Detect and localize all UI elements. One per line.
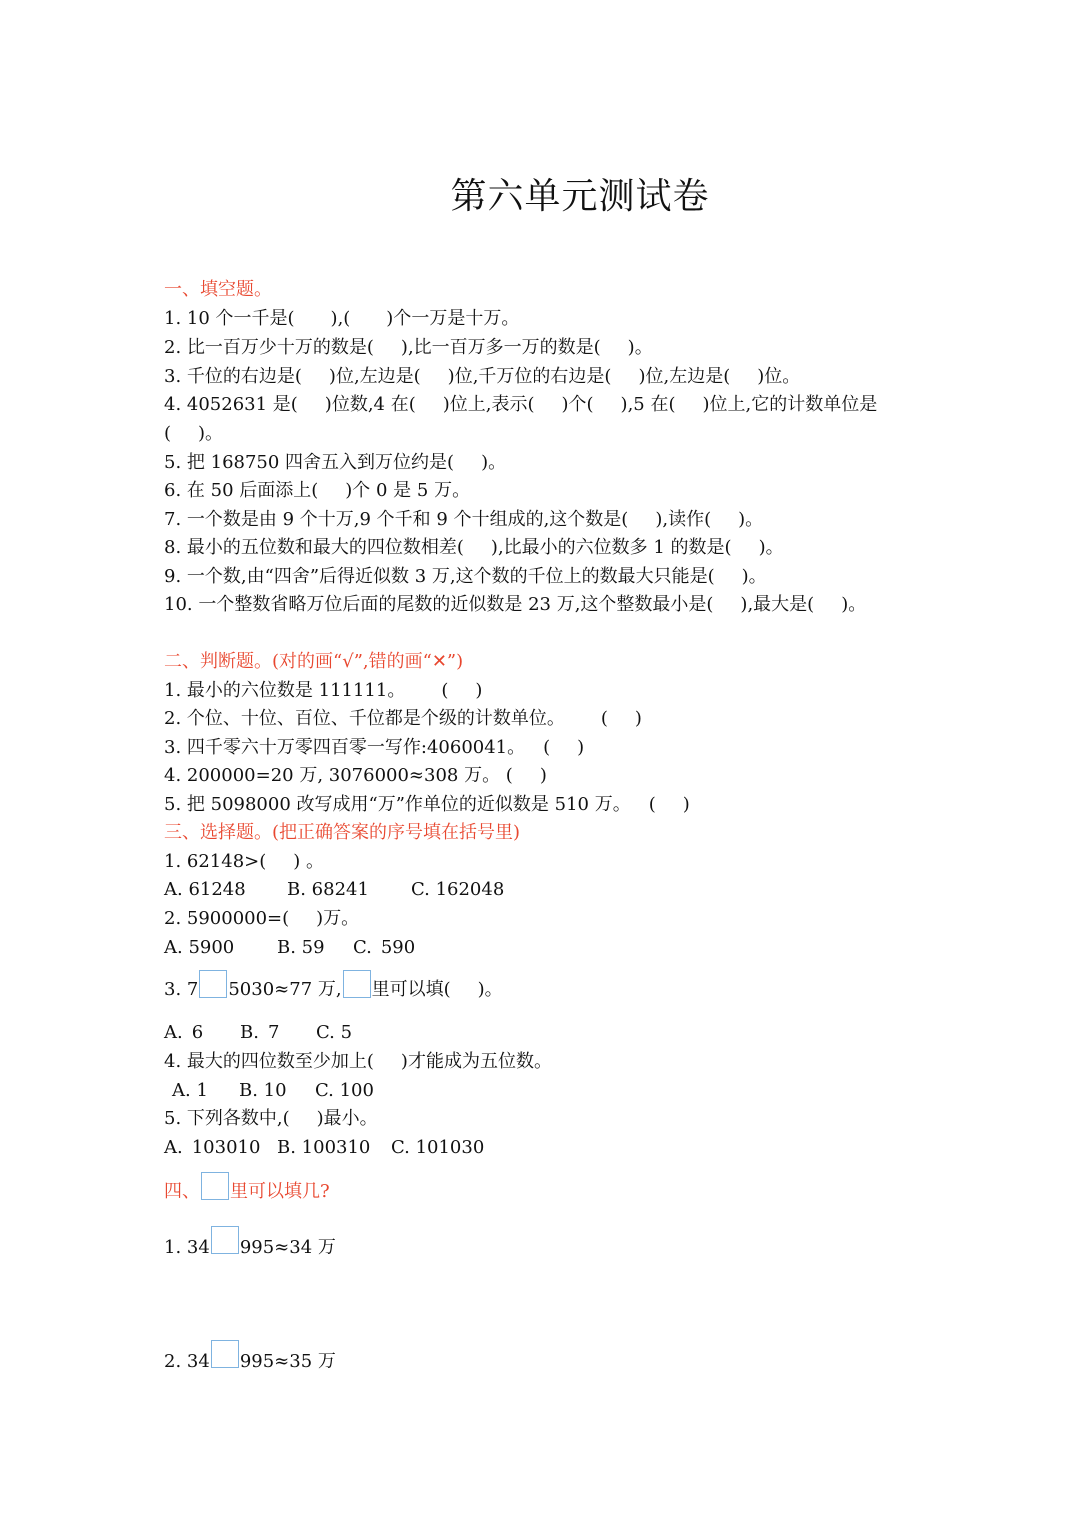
section-heading-choice: 三、选择题。(把正确答案的序号填在括号里) xyxy=(164,822,521,843)
option-c: C. 100 xyxy=(315,1080,374,1101)
section-heading-judge: 二、判断题。(对的画“√”,错的画“✕”) xyxy=(164,651,464,672)
choice-question-1: 1. 62148>( ) 。 xyxy=(164,851,325,872)
box-question-1-suffix: 995≈34 万 xyxy=(239,1237,336,1258)
answer-box xyxy=(211,1340,239,1368)
choice-question-5: 5. 下列各数中,( )最小。 xyxy=(164,1108,378,1129)
choice-options-1 xyxy=(164,878,504,902)
answer-box xyxy=(211,1226,239,1254)
option-a: A. 61248 xyxy=(164,879,246,900)
choice-options-4 xyxy=(172,1079,374,1103)
choice-question-3 xyxy=(164,976,503,1004)
choice-question-2: 2. 5900000=( )万。 xyxy=(164,908,360,929)
choice-options-5 xyxy=(164,1136,484,1160)
option-c: C. 590 xyxy=(353,937,416,958)
fill-question-9: 9. 一个数,由“四舍”后得近似数 3 万,这个数的千位上的数最大只能是( )。 xyxy=(164,566,767,587)
box-question-1 xyxy=(164,1234,336,1262)
box-question-2-suffix: 995≈35 万 xyxy=(239,1351,336,1372)
judge-question-5: 5. 把 5098000 改写成用“万”作单位的近似数是 510 万。 ( ) xyxy=(164,794,690,815)
box-question-2-prefix: 2. 34 xyxy=(164,1351,210,1372)
option-b: B. 10 xyxy=(239,1080,287,1101)
option-c: C. 101030 xyxy=(391,1137,485,1158)
question-3-suffix: 里可以填( )。 xyxy=(371,979,503,1000)
fill-question-4: 4. 4052631 是( )位数,4 在( )位上,表示( )个( ),5 在( )位上,它的计数单位是 xyxy=(164,394,878,415)
section-4-prefix: 四、 xyxy=(164,1181,200,1202)
box-question-1-prefix: 1. 34 xyxy=(164,1237,210,1258)
option-b: B. 7 xyxy=(240,1022,280,1043)
fill-question-1: 1. 10 个一千是( ),( )个一万是十万。 xyxy=(164,308,520,329)
question-3-prefix: 3. 7 xyxy=(164,979,199,1000)
question-3-middle: 5030≈77 万, xyxy=(228,979,342,1000)
judge-question-3: 3. 四千零六十万零四百零一写作:4060041。 ( ) xyxy=(164,737,585,758)
judge-question-4: 4. 200000=20 万, 3076000≈308 万。 ( ) xyxy=(164,765,547,786)
fill-question-2: 2. 比一百万少十万的数是( ),比一百万多一万的数是( )。 xyxy=(164,337,653,358)
box-question-2 xyxy=(164,1348,336,1376)
fill-question-3: 3. 千位的右边是( )位,左边是( )位,千万位的右边是( )位,左边是( )位。 xyxy=(164,366,801,387)
section-heading-fill-blank: 一、填空题。 xyxy=(164,279,272,300)
section-4-suffix: 里可以填几? xyxy=(230,1181,330,1202)
option-a: A. 6 xyxy=(164,1022,204,1043)
fill-question-5: 5. 把 168750 四舍五入到万位约是( )。 xyxy=(164,452,507,473)
option-a: A. 5900 xyxy=(164,937,235,958)
choice-question-4: 4. 最大的四位数至少加上( )才能成为五位数。 xyxy=(164,1051,552,1072)
choice-options-2 xyxy=(164,936,415,960)
answer-box xyxy=(201,1172,229,1200)
section-heading-box xyxy=(164,1178,330,1206)
judge-question-2: 2. 个位、十位、百位、千位都是个级的计数单位。 ( ) xyxy=(164,708,642,729)
option-a: A. 103010 xyxy=(164,1137,261,1158)
page-title: 第六单元测试卷 xyxy=(450,176,710,217)
fill-question-10: 10. 一个整数省略万位后面的尾数的近似数是 23 万,这个整数最小是( ),最大是( )。 xyxy=(164,594,867,615)
option-c: C. 5 xyxy=(316,1022,353,1043)
choice-options-3 xyxy=(164,1021,352,1045)
option-a: A. 1 xyxy=(172,1080,208,1101)
option-b: B. 59 xyxy=(277,937,325,958)
answer-box xyxy=(343,970,371,998)
answer-box xyxy=(199,970,227,998)
option-c: C. 162048 xyxy=(411,879,505,900)
fill-question-4-continued: ( )。 xyxy=(164,423,224,444)
fill-question-6: 6. 在 50 后面添上( )个 0 是 5 万。 xyxy=(164,480,471,501)
option-b: B. 100310 xyxy=(277,1137,371,1158)
judge-question-1: 1. 最小的六位数是 111111。 ( ) xyxy=(164,680,483,701)
fill-question-7: 7. 一个数是由 9 个十万,9 个千和 9 个十组成的,这个数是( ),读作( )。 xyxy=(164,509,764,530)
option-b: B. 68241 xyxy=(287,879,369,900)
fill-question-8: 8. 最小的五位数和最大的四位数相差( ),比最小的六位数多 1 的数是( )。 xyxy=(164,537,784,558)
